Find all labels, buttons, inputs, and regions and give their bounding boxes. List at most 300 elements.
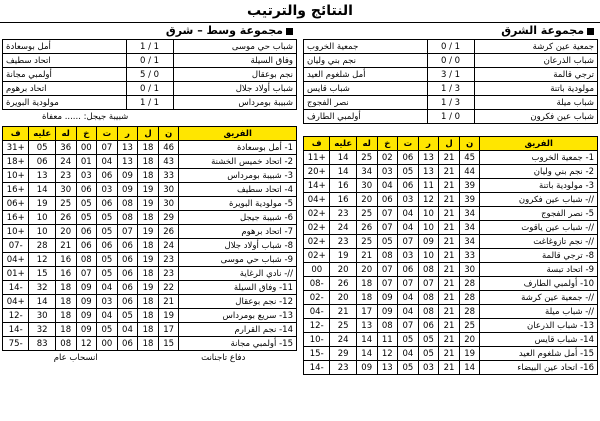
standings-row [304,221,598,235]
cell-pl: 21 [439,235,460,249]
cell-l: 02 [377,151,398,165]
cell-diff: +04 [3,295,29,309]
cell-pl: 19 [138,281,159,295]
cell-team: 10- أولمبي الطارف [480,277,598,291]
cell-l: 07 [377,277,398,291]
cell-team: //- شباب عين ياقوت [480,221,598,235]
header-l: خ [377,137,398,151]
standings-row [304,277,598,291]
cell-ga: 83 [29,337,55,351]
cell-gf: 18 [55,309,76,323]
header-w: ر [117,127,138,141]
cell-team: //- شباب ميلة [480,305,598,319]
standings-row [304,179,598,193]
match-row [3,82,297,96]
cell-w: 05 [418,333,439,347]
match-home: مولودية باتنة [474,82,597,96]
cell-pl: 21 [439,333,460,347]
standings-row [304,193,598,207]
match-home: ترجي قالمة [474,68,597,82]
cell-l: 12 [377,347,398,361]
cell-ga: 30 [29,309,55,323]
east-title-text: مجموعة الشرق [501,24,584,37]
header-d: ت [398,137,419,151]
cell-d: 07 [398,319,419,333]
cell-pl: 21 [439,263,460,277]
cell-w: 05 [418,347,439,361]
match-row [3,54,297,68]
cell-l: 07 [76,267,97,281]
match-row [304,40,598,54]
cell-diff: -75 [3,337,29,351]
cell-team: 9- شباب حي موسى [179,253,297,267]
cell-ga: 16 [330,179,356,193]
cell-diff: +04 [304,193,330,207]
cell-w: 10 [418,249,439,263]
cell-pts: 21 [158,295,179,309]
match-away: أولمبي مجانة [3,68,127,82]
cell-gf: 21 [356,249,377,263]
cell-pts: 43 [158,155,179,169]
cell-pl: 21 [439,361,460,375]
cell-w: 05 [117,309,138,323]
center-note: شبيبة جيجل: ...... معفاة [42,112,129,122]
header-pl: ل [138,127,159,141]
cell-team: 9- اتحاد تبسة [480,263,598,277]
cell-pl: 21 [439,347,460,361]
cell-w: 06 [117,239,138,253]
standings-row [3,253,297,267]
cell-d: 04 [398,207,419,221]
cell-ga: 12 [29,253,55,267]
cell-w: 13 [117,141,138,155]
cell-gf: 20 [356,263,377,277]
cell-l: 06 [377,193,398,207]
cell-team: 13- شباب الذرعان [480,319,598,333]
cell-pl: 21 [439,277,460,291]
match-away: شباب قايس [304,82,428,96]
cell-team: 1- جمعية الخروب [480,151,598,165]
cell-diff: -12 [3,309,29,323]
center-group [2,23,297,421]
cell-gf: 26 [356,221,377,235]
center-title-text: مجموعة وسط – شرق [165,24,283,37]
cell-l: 03 [76,169,97,183]
cell-w: 13 [117,155,138,169]
square-icon [587,28,594,35]
cell-diff: +02 [304,207,330,221]
cell-w: 07 [418,277,439,291]
header-l: خ [76,127,97,141]
cell-d: 04 [97,281,118,295]
cell-d: 05 [97,225,118,239]
cell-pl: 21 [439,319,460,333]
cell-team: 1- أمل بوسعادة [179,141,297,155]
cell-diff: -15 [304,347,330,361]
cell-ga: 14 [330,165,356,179]
cell-diff: -04 [304,305,330,319]
match-away: اتحاد سطيف [3,54,127,68]
cell-ga: 23 [330,235,356,249]
cell-d: 07 [97,141,118,155]
header-rank_team: الفريق [179,127,297,141]
cell-pl: 18 [138,267,159,281]
cell-d: 06 [398,179,419,193]
cell-gf: 17 [356,305,377,319]
standings-row [304,333,598,347]
cell-d: 04 [398,305,419,319]
cell-w: 06 [117,337,138,351]
standings-row [304,361,598,375]
standings-row [304,235,598,249]
cell-pl: 18 [138,337,159,351]
match-score: 3 / 1 [427,82,474,96]
cell-l: 05 [377,235,398,249]
cell-d: 03 [398,249,419,263]
cell-pts: 34 [459,221,480,235]
cell-team: 2- نجم بني وليان [480,165,598,179]
cell-team: //- نجم تازوغاغت [480,235,598,249]
cell-gf: 25 [356,235,377,249]
cell-l: 07 [377,263,398,277]
cell-pl: 18 [138,155,159,169]
cell-d: 05 [398,333,419,347]
cell-l: 06 [76,225,97,239]
cell-diff: +10 [3,225,29,239]
cell-d: 05 [97,267,118,281]
cell-ga: 23 [330,361,356,375]
cell-team: 12- نجم بوعقال [179,295,297,309]
cell-team: 3- مولودية باتنة [480,179,598,193]
match-home: نجم بوعقال [173,68,296,82]
cell-ga: 13 [29,169,55,183]
header-pts: ن [459,137,480,151]
cell-diff: +18 [3,155,29,169]
standings-row [304,305,598,319]
cell-d: 03 [97,295,118,309]
cell-l: 13 [377,361,398,375]
cell-pts: 30 [459,263,480,277]
cell-ga: 24 [330,333,356,347]
match-home: جمعية عين كرشة [474,40,597,54]
cell-pl: 21 [439,165,460,179]
cell-ga: 14 [29,295,55,309]
match-score: 1 / 0 [126,82,173,96]
cell-w: 10 [418,207,439,221]
cell-pl: 21 [439,249,460,263]
cell-gf: 20 [55,225,76,239]
standings-row [304,347,598,361]
cell-l: 07 [377,207,398,221]
header-d: ت [97,127,118,141]
cell-gf: 14 [356,347,377,361]
standings-row [3,211,297,225]
cell-diff: +20 [304,165,330,179]
cell-pts: 24 [158,239,179,253]
cell-l: 12 [76,337,97,351]
cell-d: 04 [398,291,419,305]
cell-l: 09 [76,323,97,337]
cell-pl: 21 [439,291,460,305]
cell-d: 00 [97,337,118,351]
match-score: 1 / 1 [126,96,173,110]
cell-diff: +16 [3,211,29,225]
cell-team: 14- نجم القرارم [179,323,297,337]
cell-pts: 14 [459,361,480,375]
cell-team: 16- اتحاد عين البيضاء [480,361,598,375]
match-away: أمل بوسعادة [3,40,127,54]
cell-pts: 20 [459,333,480,347]
cell-gf: 30 [55,183,76,197]
match-row [304,96,598,110]
center-matches-table [2,39,297,110]
cell-pts: 22 [158,281,179,295]
cell-l: 09 [76,295,97,309]
cell-ga: 25 [330,319,356,333]
match-away: أمل شلغوم العيد [304,68,428,82]
standings-row [3,295,297,309]
cell-w: 06 [117,267,138,281]
cell-l: 11 [377,333,398,347]
cell-w: 06 [117,295,138,309]
cell-team: //- نادي الرغاية [179,267,297,281]
cell-l: 08 [76,253,97,267]
standings-row [304,207,598,221]
cell-d: 04 [97,155,118,169]
cell-l: 09 [377,291,398,305]
cell-pts: 34 [459,207,480,221]
cell-diff: -12 [304,319,330,333]
cell-pl: 19 [138,197,159,211]
cell-w: 07 [117,225,138,239]
match-score: 1 / 0 [126,54,173,68]
cell-w: 06 [117,281,138,295]
cell-w: 04 [117,323,138,337]
center-group-title [2,23,297,39]
cell-pts: 46 [158,141,179,155]
cell-gf: 26 [55,211,76,225]
cell-w: 08 [117,197,138,211]
match-row [3,96,297,110]
cell-diff: +01 [3,267,29,281]
standings-row [3,183,297,197]
cell-d: 03 [97,183,118,197]
cell-ga: 10 [29,211,55,225]
match-away: اتحاد برهوم [3,82,127,96]
header-gf: له [356,137,377,151]
cell-gf: 16 [55,253,76,267]
east-group [303,23,598,421]
match-row [304,68,598,82]
cell-ga: 06 [29,155,55,169]
cell-d: 03 [398,193,419,207]
cell-diff: +14 [304,179,330,193]
standings-row [3,323,297,337]
match-row [304,54,598,68]
standings-row [304,291,598,305]
cell-ga: 05 [29,141,55,155]
standings-row [304,263,598,277]
match-row [3,40,297,54]
cell-l: 08 [377,249,398,263]
cell-gf: 34 [356,165,377,179]
cell-pts: 19 [459,347,480,361]
cell-ga: 19 [29,197,55,211]
cell-d: 06 [97,197,118,211]
cell-gf: 18 [55,323,76,337]
cell-l: 05 [76,211,97,225]
cell-pl: 18 [138,295,159,309]
cell-pl: 18 [138,309,159,323]
cell-w: 09 [117,183,138,197]
cell-team: 6- شبيبة جيجل [179,211,297,225]
cell-ga: 26 [330,277,356,291]
cell-w: 11 [418,179,439,193]
cell-pts: 44 [459,165,480,179]
cell-gf: 13 [356,319,377,333]
cell-l: 08 [377,319,398,333]
cell-team: 14- شباب قايس [480,333,598,347]
cell-team: 7- اتحاد برهوم [179,225,297,239]
cell-gf: 25 [356,207,377,221]
cell-gf: 25 [55,197,76,211]
cell-l: 04 [377,179,398,193]
cell-ga: 16 [330,193,356,207]
standings-row [3,239,297,253]
cell-l: 06 [76,183,97,197]
cell-l: 06 [76,239,97,253]
cell-team: 4- اتحاد سطيف [179,183,297,197]
page-title: النتائج والترتيب [0,0,600,23]
cell-team: 5- مولودية البويرة [179,197,297,211]
cell-w: 10 [418,221,439,235]
cell-diff: +31 [3,141,29,155]
cell-pts: 45 [459,151,480,165]
cell-team: 3- شبيبة بومرداس [179,169,297,183]
cell-diff: +02 [304,249,330,263]
cell-l: 05 [76,197,97,211]
cell-pts: 23 [158,253,179,267]
cell-diff: -14 [3,281,29,295]
cell-w: 09 [117,169,138,183]
cell-team: 11- وفاق السيلة [179,281,297,295]
cell-diff: +04 [3,253,29,267]
east-standings-table [303,136,598,375]
cell-pl: 19 [138,183,159,197]
cell-l: 09 [76,309,97,323]
cell-d: 06 [398,151,419,165]
cell-w: 03 [418,361,439,375]
match-score: 1 / 1 [126,40,173,54]
match-score: 3 / 1 [427,96,474,110]
cell-pl: 19 [138,225,159,239]
match-score: 0 / 5 [126,68,173,82]
cell-diff: +06 [3,197,29,211]
header-diff: ف [304,137,330,151]
cell-ga: 28 [29,239,55,253]
cell-gf: 16 [55,267,76,281]
cell-pl: 18 [138,211,159,225]
cell-pts: 33 [158,169,179,183]
header-pts: ن [158,127,179,141]
cell-d: 05 [97,253,118,267]
standings-row [304,165,598,179]
cell-pl: 21 [439,151,460,165]
match-row [304,82,598,96]
cell-diff: +11 [304,151,330,165]
cell-pts: 28 [459,291,480,305]
cell-pts: 30 [158,197,179,211]
cell-gf: 23 [55,169,76,183]
cell-team: //- شباب عين فكرون [480,193,598,207]
standings-row [3,225,297,239]
cell-w: 08 [418,291,439,305]
match-home: شباب عين فكرون [474,110,597,124]
cell-d: 04 [398,347,419,361]
standings-row [3,267,297,281]
cell-ga: 32 [29,323,55,337]
cell-gf: 30 [356,179,377,193]
cell-l: 09 [76,281,97,295]
cell-pts: 25 [459,319,480,333]
cell-d: 04 [398,221,419,235]
cell-w: 13 [418,151,439,165]
east-matches-table [303,39,598,124]
cell-ga: 29 [330,347,356,361]
match-home: شباب أولاد جلال [173,82,296,96]
cell-d: 06 [97,239,118,253]
header-ga: عليه [330,137,356,151]
cell-pl: 21 [439,207,460,221]
cell-diff: 00 [304,263,330,277]
cell-l: 00 [76,141,97,155]
square-icon [286,28,293,35]
cell-pl: 18 [138,141,159,155]
standings-row [3,169,297,183]
match-score: 0 / 0 [427,54,474,68]
match-home: وفاق السيلة [173,54,296,68]
match-score: 0 / 1 [427,110,474,124]
cell-ga: 19 [330,249,356,263]
cell-gf: 36 [55,141,76,155]
cell-team: 15- أولمبي مجانة [179,337,297,351]
cell-gf: 14 [356,333,377,347]
cell-diff: -02 [304,291,330,305]
cell-gf: 18 [356,291,377,305]
standings-row [304,151,598,165]
cell-l: 03 [377,165,398,179]
cell-team: 8- شباب أولاد جلال [179,239,297,253]
cell-pts: 23 [158,267,179,281]
cell-gf: 08 [55,337,76,351]
cell-pl: 18 [138,239,159,253]
cell-pts: 39 [459,193,480,207]
standings-row [3,155,297,169]
cell-pts: 28 [459,277,480,291]
cell-d: 06 [398,263,419,277]
cell-gf: 18 [55,295,76,309]
match-row [3,68,297,82]
header-rank_team: الفريق [480,137,598,151]
cell-pl: 18 [138,323,159,337]
cell-d: 06 [97,169,118,183]
cell-d: 07 [398,235,419,249]
match-away: نصر الفجوج [304,96,428,110]
cell-ga: 15 [29,267,55,281]
cell-pts: 17 [158,323,179,337]
cell-ga: 14 [330,151,356,165]
cell-d: 04 [97,309,118,323]
